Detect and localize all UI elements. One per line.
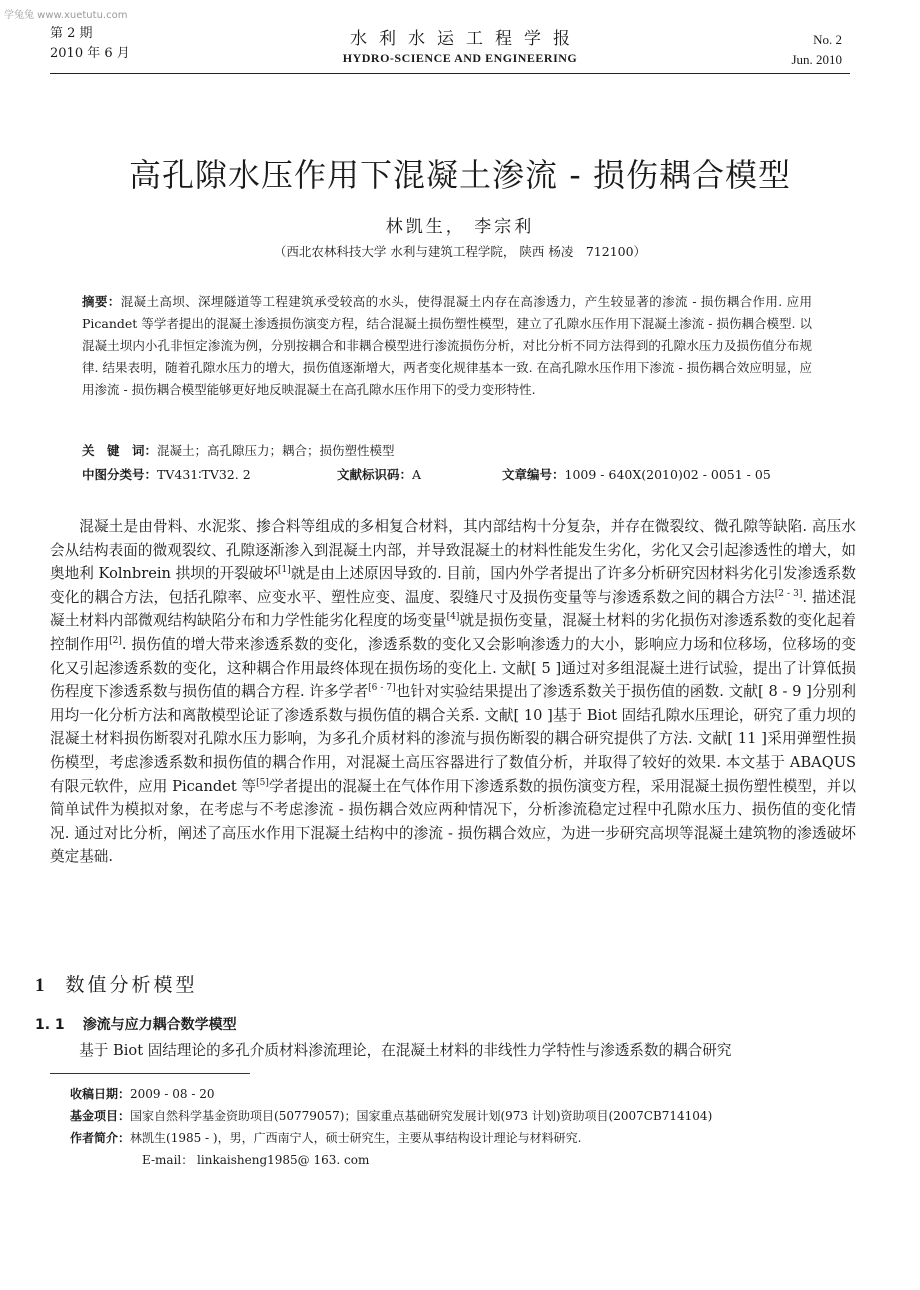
author-email[interactable]: E-mail： linkaisheng1985@ 163. com xyxy=(142,1153,370,1167)
doc-code xyxy=(337,464,502,486)
clc-label: 中图分类号： xyxy=(82,467,158,482)
journal-name-cn: 水利水运工程学报 xyxy=(350,29,582,49)
footnote-divider xyxy=(50,1073,250,1074)
footnote-received xyxy=(70,1083,860,1105)
text-run: 学者提出的混凝土在气体作用下渗透系数的损伤演变方程，采用混凝土损伤塑性模型，并以简单试件为模拟对象，在考虑与不考虑渗流 - 损伤耦合效应两种情况下，分析渗流稳定过程中孔隙水压力、损伤值的变化情况. 通过对比分析，阐述了高压水作用下混凝土结构中的渗流 - 损伤耦合效应，为进一步研究高坝等混凝土建筑物的渗透破坏奠定基础. xyxy=(50,777,856,866)
keywords-label: 关 键 词： xyxy=(82,443,158,458)
text-run: 也针对实验结果提出了渗透系数关于损伤值的函数. 文献[ 8 - 9 ]分别利用均一化分析方法和离散模型论证了渗透系数与损伤值的耦合关系. 文献[ 10 ]基于 Biot 固结孔隙水压理论，研究了重力坝的混凝土材料损伤断裂对孔隙水压力影响，为多孔介质材料的渗流与损伤断裂的耦合研究提供了方法. 文献[ 11 ]采用弹塑性损伤模型，考虑渗透系数和损伤值的耦合作用，对混凝土高压容器进行了数值分析，并取得了较好的效果. 本文基于 ABAQUS 有限元软件，应用 Picandet 等 xyxy=(50,683,856,795)
citation: [6 - 7] xyxy=(368,683,396,694)
citation: [4] xyxy=(446,612,460,623)
citation: [2 - 3] xyxy=(774,588,803,599)
paragraph-intro xyxy=(50,515,856,869)
journal-name-en: HYDRO-SCIENCE AND ENGINEERING xyxy=(342,51,578,65)
section-heading-1 xyxy=(35,970,198,997)
affiliation: （西北农林科技大学 水利与建筑工程学院， 陕西 杨凌 712100） xyxy=(273,244,647,259)
article-number xyxy=(502,464,771,486)
text-run: . 损伤值的增大带来渗透系数的变化，渗透系数的变化又会影响渗透力的大小，影响应力场和位移场，位移场的变化又引起渗透系数的变化，这种耦合作用最终体现在损伤场的变化上. 文献[ 5 ]通过对多组混凝土进行试验，提出了计算低损伤程度下渗透系数与损伤值的耦合方程. 许多学者 xyxy=(50,635,856,701)
section-title: 数值分析模型 xyxy=(65,974,198,996)
issue-date-en: Jun. 2010 xyxy=(791,52,842,67)
journal-header xyxy=(0,24,920,66)
paragraph-continued: 基于 Biot 固结理论的多孔介质材料渗流理论，在混凝土材料的非线性力学特性与渗透系数的耦合研究 xyxy=(79,1042,732,1059)
article-label: 文章编号： xyxy=(502,467,565,482)
watermark: 学兔兔 www.xuetutu.com xyxy=(4,10,128,21)
footnotes xyxy=(70,1083,860,1171)
article-value: 1009 - 640X(2010)02 - 0051 - 05 xyxy=(564,467,771,482)
abstract-label: 摘要： xyxy=(82,294,121,309)
abstract xyxy=(82,291,812,401)
bio-text: 林凯生(1985 - )，男，广西南宁人，硕士研究生，主要从事结构设计理论与材料研究. xyxy=(130,1131,582,1145)
footnote-bio xyxy=(70,1127,860,1149)
paper-title: 高孔隙水压作用下混凝土渗流 - 损伤耦合模型 xyxy=(129,156,791,194)
fund-label: 基金项目： xyxy=(70,1109,131,1123)
header-divider xyxy=(50,73,850,74)
received-date: 2009 - 08 - 20 xyxy=(130,1087,215,1101)
issue-number-en: No. 2 xyxy=(813,32,842,47)
clc-code xyxy=(82,464,337,486)
subsection-title: 渗流与应力耦合数学模型 xyxy=(82,1017,237,1033)
section-number: 1 xyxy=(35,975,48,996)
subsection-heading-1-1 xyxy=(35,1014,237,1034)
citation: [5] xyxy=(256,777,269,788)
keywords xyxy=(82,440,812,462)
fund-text: 国家自然科学基金资助项目(50779057)；国家重点基础研究发展计划(973 计划)资助项目(2007CB714104) xyxy=(130,1109,713,1123)
clc-value: TV431∶TV32. 2 xyxy=(157,467,251,482)
subsection-number: 1. 1 xyxy=(35,1017,65,1033)
text-run: . 描述混凝土材料内部微观结构缺陷分布和力学性能劣化程度的场变量 xyxy=(50,588,856,630)
body-text xyxy=(50,515,856,869)
citation: [1] xyxy=(278,565,291,576)
authors: 林凯生， 李宗利 xyxy=(385,217,535,237)
issue-date: 2010 年 6 月 xyxy=(50,46,130,61)
text-run: 混凝土是由骨料、水泥浆、掺合料等组成的多相复合材料，其内部结构十分复杂，并存在微裂纹、微孔隙等缺陷. 高压水会从结构表面的微观裂纹、孔隙逐渐渗入到混凝土内部，并导致混凝土的材料性能发生劣化，劣化又会引起渗透性的增大，如奥地利 Kolnbrein 拱坝的开裂破坏 xyxy=(50,518,856,583)
footnote-fund xyxy=(70,1105,860,1127)
text-run: 就是由上述原因导致的. 目前，国内外学者提出了许多分析研究因材料劣化引发渗透系数变化的耦合方法，包括孔隙率、应变水平、塑性应变、温度、裂缝尺寸及损伤变量等与渗透系数之间的耦合方法 xyxy=(50,565,856,606)
doc-label: 文献标识码： xyxy=(337,467,413,482)
abstract-text: 混凝土高坝、深埋隧道等工程建筑承受较高的水头，使得混凝土内存在高渗透力，产生较显著的渗流 - 损伤耦合作用. 应用 Picandet 等学者提出的混凝土渗透损伤演变方程，结合混凝土损伤塑性模型，建立了孔隙水压作用下混凝土渗流 - 损伤耦合模型. 以混凝土坝内小孔非恒定渗流为例，分别按耦合和非耦合模型进行渗流损伤分析，对比分析不同方法得到的孔隙水压力及损伤值分布规律. 结果表明，随着孔隙水压力的增大，损伤值逐渐增大，两者变化规律基本一致. 在高孔隙水压作用下渗流 - 损伤耦合效应明显，应用渗流 - 损伤耦合模型能够更好地反映混凝土在高孔隙水压作用下的受力变形特性. xyxy=(82,294,812,397)
header-right xyxy=(791,30,842,70)
citation: [2] xyxy=(109,636,122,647)
text-run: 就是损伤变量，混凝土材料的劣化损伤对渗透系数的变化起着控制作用 xyxy=(50,612,856,653)
bio-label: 作者简介： xyxy=(70,1131,131,1145)
issue-number: 第 2 期 xyxy=(50,26,93,41)
received-label: 收稿日期： xyxy=(70,1087,131,1101)
keywords-text: 混凝土；高孔隙压力；耦合；损伤塑性模型 xyxy=(157,443,395,458)
doc-value: A xyxy=(412,467,422,482)
classification-line xyxy=(82,464,822,486)
